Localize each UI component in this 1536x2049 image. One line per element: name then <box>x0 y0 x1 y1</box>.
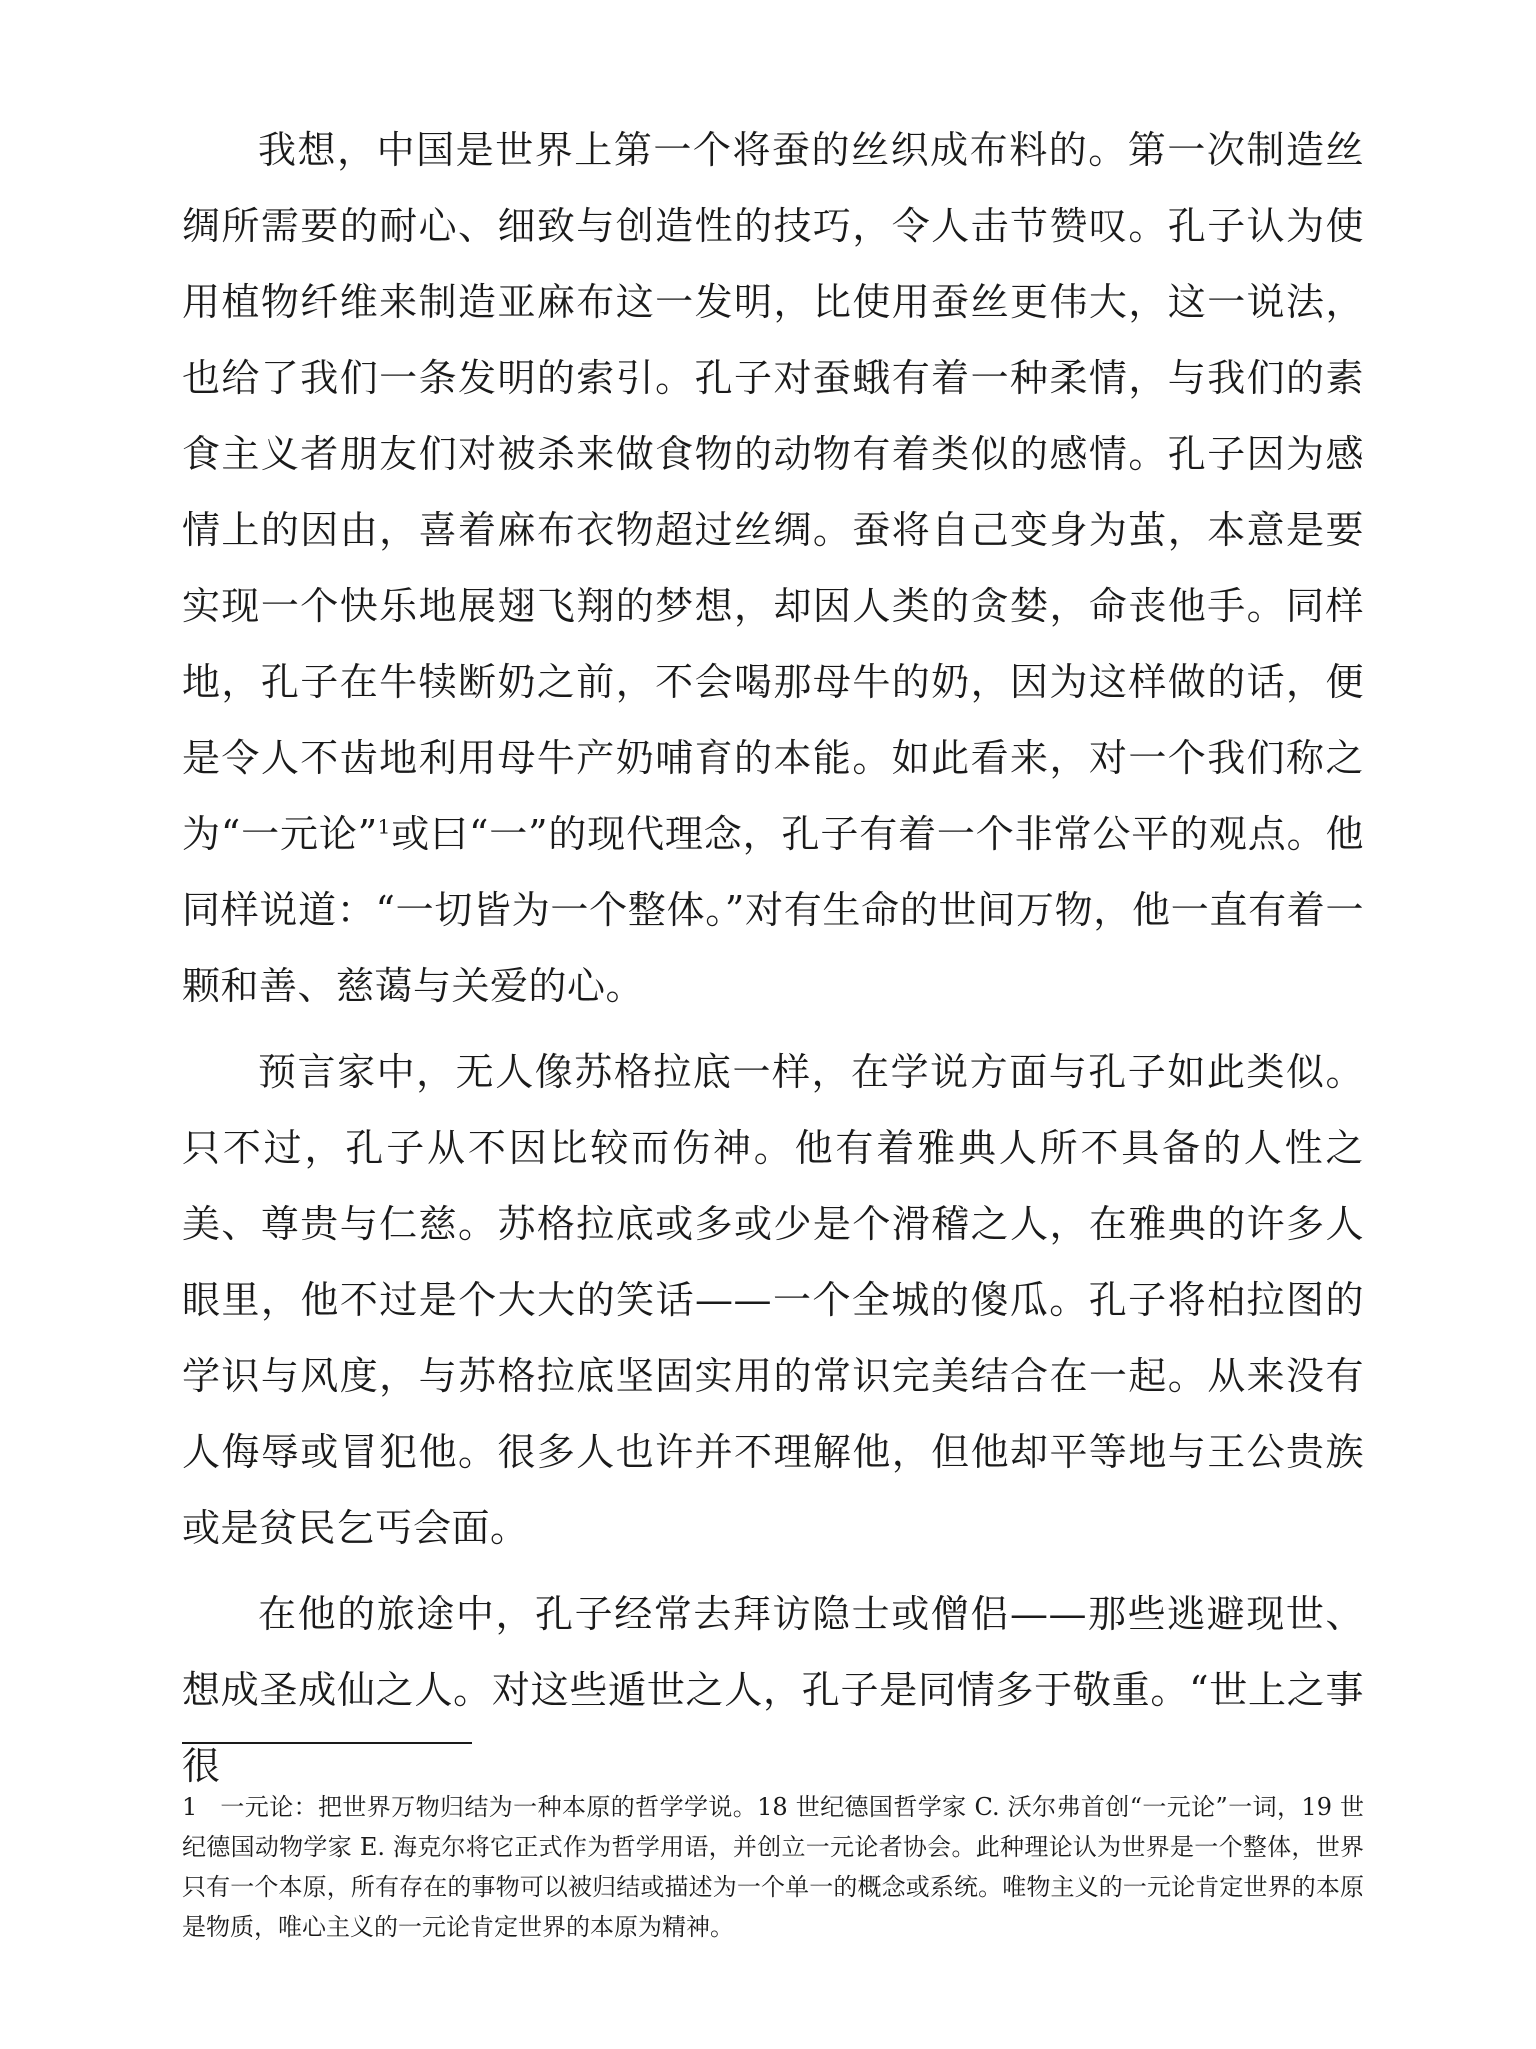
footnote-text: 一元论：把世界万物归结为一种本原的哲学学说。18 世纪德国哲学家 C. 沃尔弗首创“一元论”一词，19 世纪德国动物学家 E. 海克尔将它正式作为哲学用语，并创立一元论者协会。此种理论认为世界是一个整体，世界只有一个本原，所有存在的事物可以被归结或描述为一个单一的概念或系统。唯物主义的一元论肯定世界的本原是物质，唯心主义的一元论肯定世界的本原为精神。 <box>182 1793 1364 1941</box>
paragraph-1-text-a: 我想，中国是世界上第一个将蚕的丝织成布料的。第一次制造丝绸所需要的耐心、细致与创造性的技巧，令人击节赞叹。孔子认为使用植物纤维来制造亚麻布这一发明，比使用蚕丝更伟大，这一说法，也给了我们一条发明的索引。孔子对蚕蛾有着一种柔情，与我们的素食主义者朋友们对被杀来做食物的动物有着类似的感情。孔子因为感情上的因由，喜着麻布衣物超过丝绸。蚕将自己变身为茧，本意是要实现一个快乐地展翅飞翔的梦想，却因人类的贪婪，命丧他手。同样地，孔子在牛犊断奶之前，不会喝那母牛的奶，因为这样做的话，便是令人不齿地利用母牛产奶哺育的本能。如此看来，对一个我们称之为“一元论” <box>182 128 1364 856</box>
paragraph-2: 预言家中，无人像苏格拉底一样，在学说方面与孔子如此类似。只不过，孔子从不因比较而伤神。他有着雅典人所不具备的人性之美、尊贵与仁慈。苏格拉底或多或少是个滑稽之人，在雅典的许多人眼里，他不过是个大大的笑话——一个全城的傻瓜。孔子将柏拉图的学识与风度，与苏格拉底坚固实用的常识完美结合在一起。从来没有人侮辱或冒犯他。很多人也许并不理解他，但他却平等地与王公贵族或是贫民乞丐会面。 <box>182 1050 1364 1550</box>
footnote-divider <box>182 1742 472 1744</box>
paragraph-1 <box>182 112 1364 1024</box>
footnote-reference[interactable]: 1 <box>377 814 391 839</box>
paragraph-1-text-b: 或曰“一”的现代理念，孔子有着一个非常公平的观点。他同样说道：“一切皆为一个整体。”对有生命的世间万物，他一直有着一颗和善、慈蔼与关爱的心。 <box>182 812 1364 1008</box>
footnote <box>182 1787 1364 1947</box>
footnote-number: 1 <box>182 1793 198 1821</box>
paragraph-3: 在他的旅途中，孔子经常去拜访隐士或僧侣——那些逃避现世、想成圣成仙之人。对这些遁世之人，孔子是同情多于敬重。“世上之事很 <box>182 1592 1364 1788</box>
page-body <box>182 112 1364 1814</box>
